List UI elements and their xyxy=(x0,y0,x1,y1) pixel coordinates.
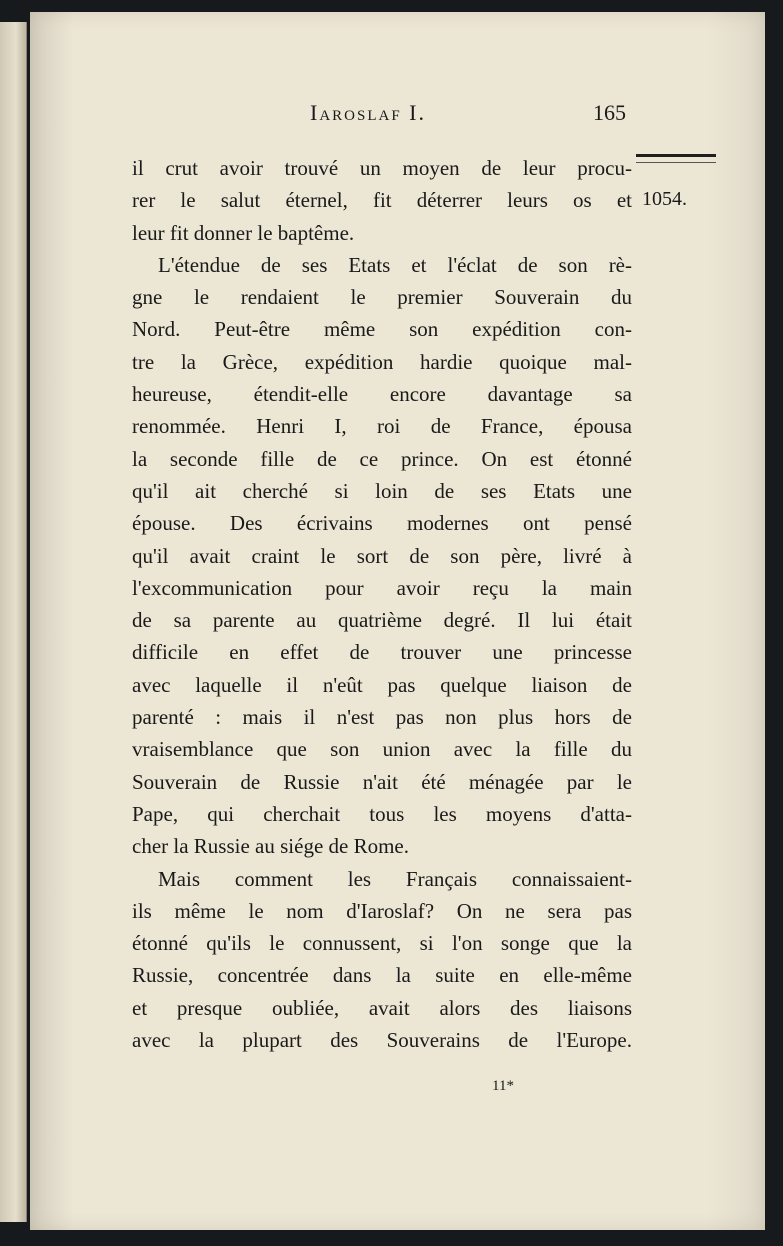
book-page xyxy=(30,12,765,1230)
left-page-edge xyxy=(0,22,27,1222)
text-line: tre la Grèce, expédition hardie quoique mal- xyxy=(132,349,632,374)
text-line: épouse. Des écrivains modernes ont pensé xyxy=(132,511,632,536)
body-text xyxy=(132,152,632,1056)
text-line: renommée. Henri I, roi de France, épousa xyxy=(132,414,632,439)
text-line: difficile en effet de trouver une princesse xyxy=(132,640,632,665)
page-number: 165 xyxy=(593,100,626,125)
text-line: il crut avoir trouvé un moyen de leur procu- xyxy=(132,156,632,180)
text-line: L'étendue de ses Etats et l'éclat de son rè- xyxy=(158,252,632,277)
text-line: l'excommunication pour avoir reçu la main xyxy=(132,575,632,600)
text-line: leur fit donner le baptême. xyxy=(132,220,355,245)
text-line: Pape, qui cherchait tous les moyens d'atta- xyxy=(132,801,632,826)
text-line: Mais comment les Français connaissaient- xyxy=(158,866,632,891)
text-line: parenté : mais il n'est pas non plus hors de xyxy=(132,705,632,730)
text-line: qu'il ait cherché si loin de ses Etats une xyxy=(132,478,632,503)
text-line: ils même le nom d'Iaroslaf? On ne sera pas xyxy=(132,898,632,923)
text-line: heureuse, étendit-elle encore davantage sa xyxy=(132,382,632,407)
text-line: vraisemblance que son union avec la fille du xyxy=(132,737,632,762)
text-line: avec la plupart des Souverains de l'Europe. xyxy=(132,1028,632,1053)
text-line: étonné qu'ils le connussent, si l'on songe que la xyxy=(132,931,632,956)
text-line: la seconde fille de ce prince. On est étonné xyxy=(132,446,632,471)
text-line: et presque oubliée, avait alors des liaisons xyxy=(132,995,632,1020)
running-header xyxy=(30,100,765,134)
signature-mark: 11* xyxy=(492,1078,514,1094)
text-line: Nord. Peut-être même son expédition con- xyxy=(132,317,632,342)
margin-year: 1054. xyxy=(642,188,687,210)
text-line: rer le salut éternel, fit déterrer leurs os et xyxy=(132,188,632,213)
text-line: Russie, concentrée dans la suite en elle-même xyxy=(132,963,632,988)
text-line: avec laquelle il n'eût pas quelque liaison de xyxy=(132,672,632,697)
text-line: Souverain de Russie n'ait été ménagée par le xyxy=(132,769,632,794)
margin-rule xyxy=(636,154,716,169)
text-line: gne le rendaient le premier Souverain du xyxy=(132,285,632,310)
text-line: cher la Russie au siége de Rome. xyxy=(132,834,409,859)
text-line: de sa parente au quatrième degré. Il lui était xyxy=(132,608,632,633)
running-title: Iaroslaf I. xyxy=(310,100,427,125)
text-line: qu'il avait craint le sort de son père, livré à xyxy=(132,543,632,568)
